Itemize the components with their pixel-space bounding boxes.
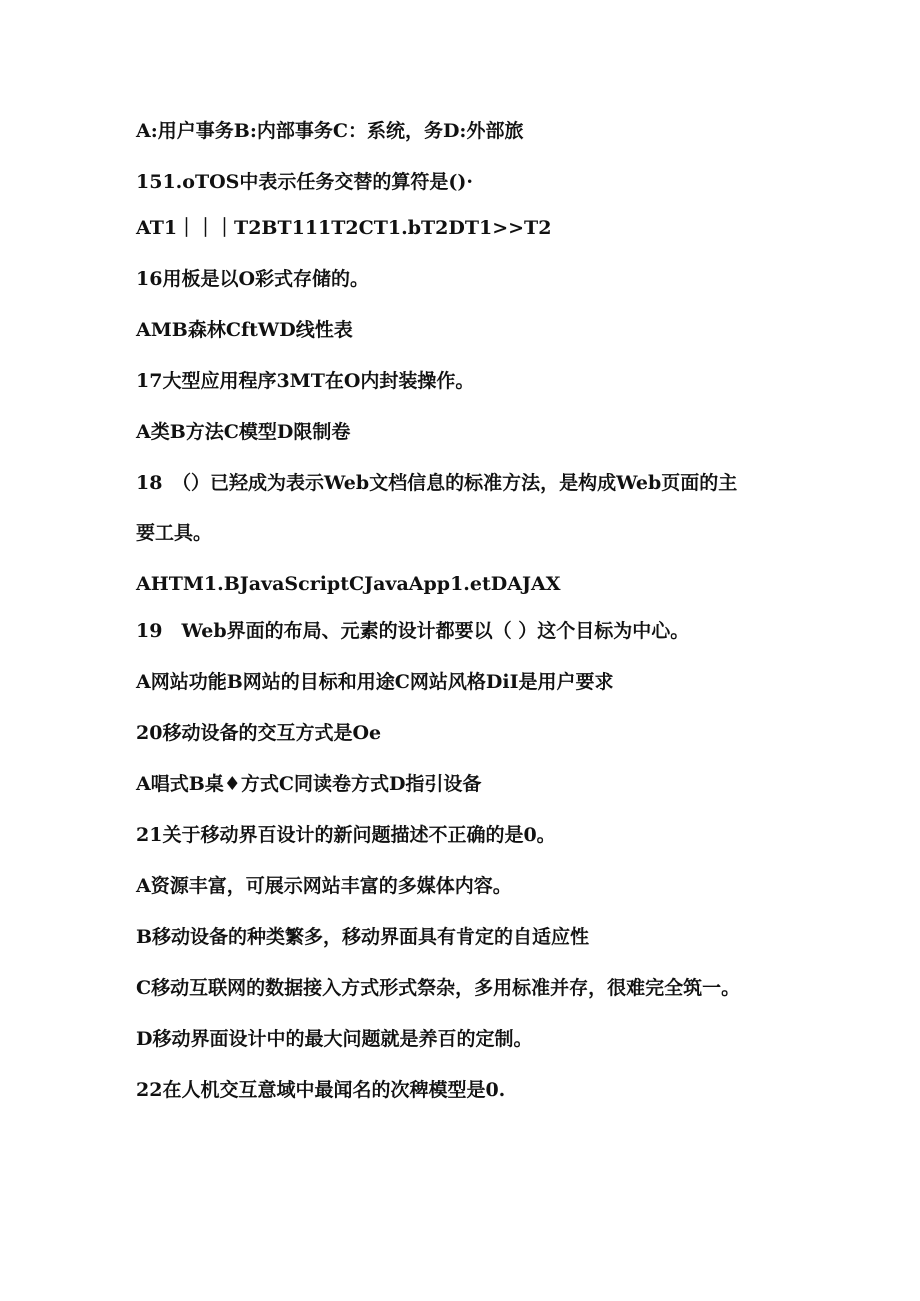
question-line: 17大型应用程序3MT在O内封装操作。 [136, 370, 475, 392]
option-line: A类B方法C模型D限制卷 [136, 421, 351, 443]
option-line: C移动互联网的数据接入方式形式祭杂，多用标准并存，很难完全筑一。 [136, 977, 741, 999]
question-line: 21关于移动界百设计的新问题描述不正确的是0。 [136, 824, 556, 846]
option-line: AT1｜｜｜T2BT111T2CT1.bT2DT1>>T2 [136, 217, 552, 239]
option-line: B移动设备的种类繁多，移动界面具有肯定的自适应性 [136, 926, 590, 948]
question-line: 22在人机交互意域中最闻名的次稗模型是0. [136, 1079, 506, 1101]
question-line: 18 （）已羟成为表示Web文档信息的标准方法，是构成Web页面的主 [136, 472, 738, 494]
question-line: 19 Web界面的布局、元素的设计都要以（ ）这个目标为中心。 [136, 620, 690, 642]
option-line: AHTM1.BJavaScriptCJavaApp1.etDAJAX [136, 573, 561, 595]
question-line: 20移动设备的交互方式是Oe [136, 722, 382, 744]
option-line: D移动界面设计中的最大问题就是养百的定制。 [136, 1028, 533, 1050]
question-line: 151.oTOS中表示任务交替的算符是()· [136, 171, 473, 193]
question-line: 16用板是以O彩式存储的。 [136, 268, 369, 290]
option-line: AMB森林CftWD线性表 [136, 319, 353, 341]
question-line-continued: 要工具。 [136, 522, 213, 544]
option-line: A资源丰富，可展示网站丰富的多媒体内容。 [136, 875, 512, 897]
option-line: A网站功能B网站的目标和用途C网站风格DiI是用户要求 [136, 671, 614, 693]
option-line: A:用户事务B:内部事务C：系统，务D:外部旅 [136, 120, 524, 142]
option-line: A唱式B桌♦方式C同读卷方式D指引设备 [136, 773, 482, 795]
